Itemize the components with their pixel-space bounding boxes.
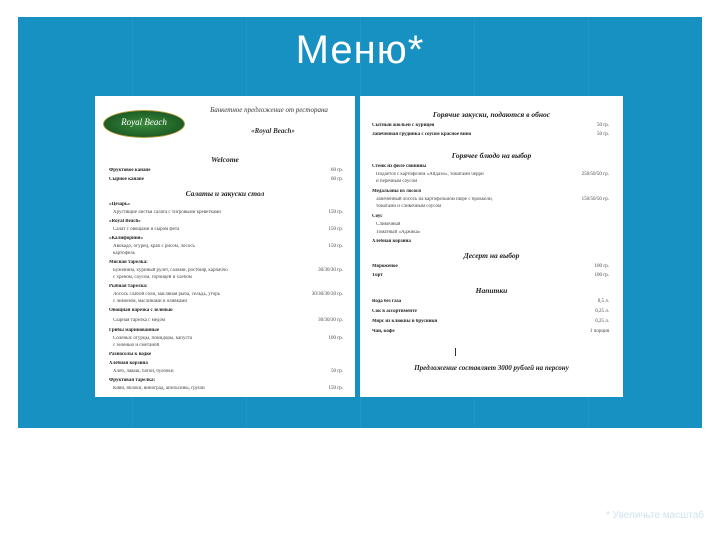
offer-note: Предложение составляет 3000 рублей на персону [414,364,569,372]
drink-price-2: 0,25 л. [595,309,609,314]
menu-line: «Royal Beach» [109,219,141,224]
drink-item-3: Морс из клюквы и брусники [372,319,438,324]
menu-line: с зеленью и сметаной [113,343,160,348]
restaurant-logo [103,110,185,138]
menu-line: и перечным соусом [376,179,418,184]
menu-line: Рыбная тарелка: [109,284,148,289]
menu-price: 150 гр. [328,386,343,391]
dessert-item-1: Мороженое [372,264,398,269]
menu-line: с хреном, соусом, горчицей и хлебом [113,275,192,280]
restaurant-name: «Royal Beach» [251,127,295,135]
menu-line: Стейк из филе свинины [372,164,427,169]
drink-item-1: Вода без газа [372,299,402,304]
menu-line: Сырная тарелка с медом [113,318,166,323]
menu-line: Хрустящие листья салата с тигровыми креветками [113,210,221,215]
menu-price: 50 гр. [330,369,343,374]
salads-title: Салаты и закуски стол [185,189,265,198]
main-course-title: Горячее блюдо на выбор [451,151,532,160]
menu-line: Запеченный лосось на картофельном пюре с брокколи, [376,197,493,202]
menu-line: Хлебная корзина [372,239,411,244]
hot-item-1: Сытный жюльен с курицей [372,123,435,128]
menu-line: с лимоном, маслинами и оливками [113,299,188,304]
welcome-title: Welcome [211,155,239,164]
menu-line: Лосось слабой соли, масляная рыба, сельдь, угорь [113,292,220,297]
menu-page-left [95,96,355,397]
menu-line: Соленья: огурцы, помидоры, капуста [113,336,193,341]
menu-line: Буженина, куриный рулет, салями, ростбиф, карпаччо [113,268,228,273]
drink-price-4: 1 порция [589,329,609,334]
menu-line: Разносолы к водке [109,352,152,357]
menu-line: Сливочный [376,222,401,227]
menu-header: Банкетное предложение от ресторана [210,106,328,114]
menu-price: 150 гр. [328,244,343,249]
menu-line: Авокадо, огурец, краб с рисом, лосось [113,244,195,249]
menu-line: Киви, яблоки, виноград, апельсины, груши [113,386,205,391]
menu-price: 150/50/50 гр. [581,197,609,202]
dessert-price-1: 100 гр. [594,264,609,269]
drink-item-2: Сок в ассортименте [372,309,417,314]
logo-text: Royal Beach [121,117,167,127]
menu-line: Томатный «Аджика» [376,230,421,235]
menu-line: Грибы маринованные [109,328,160,333]
drink-item-4: Чай, кофе [372,329,395,334]
text-cursor [455,348,456,356]
menu-line: Мясная тарелка: [109,260,148,265]
menu-price: 30/30/30 гр. [318,318,343,323]
dessert-item-2: Торт [372,273,383,278]
menu-line: томатами и сливочным соусом [376,204,442,209]
menu-price: 30/30/30 гр. [318,268,343,273]
zoom-footnote: * Увеличьте масштаб [606,510,704,521]
menu-price: 30/30/30/30 гр. [311,292,343,297]
hot-price-2: 50 гр. [596,132,609,137]
menu-price: 100 гр. [328,336,343,341]
drinks-title: Напитки [475,286,508,295]
menu-line: Медальоны из лосося [372,189,421,194]
hot-price-1: 50 гр. [596,123,609,128]
menu-line: Овощная нарезка с зеленью [109,308,173,313]
slide-title: Меню* [295,28,425,72]
dessert-price-2: 100 гр. [594,273,609,278]
drink-price-1: 0,5 л. [597,299,609,304]
dessert-title: Десерт на выбор [463,251,520,260]
menu-line: Соус [372,214,383,219]
welcome-price-2: 60 гр. [330,177,343,182]
menu-line: «Цезарь» [109,202,131,207]
drink-price-3: 0,25 л. [595,319,609,324]
hot-item-2: Запеченная грудинка с соусом красное вино [372,132,472,137]
menu-line: Хлебная корзина [109,361,148,366]
menu-price: 150 гр. [328,227,343,232]
welcome-price-1: 60 гр. [330,168,343,173]
menu-line: «Калифорния» [109,236,143,241]
menu-line: картофель [113,251,135,256]
menu-price: 150 гр. [328,210,343,215]
welcome-item-2: Сырное канапе [109,177,144,182]
menu-line: Салат с овощами и сыром фета [113,227,180,232]
menu-line: Хлеб, лаваш, батон, булочки [113,369,174,374]
hot-appetizers-title: Горячие закуски, подаются в обнос [432,110,551,119]
menu-line: Подается с картофелем «Айдахо», томатами черри [376,172,484,177]
menu-line: Фруктовая тарелка: [109,378,156,383]
welcome-item-1: Фруктовое канапе [109,168,151,173]
menu-page-right [360,96,623,397]
menu-price: 250/50/50 гр. [581,172,609,177]
